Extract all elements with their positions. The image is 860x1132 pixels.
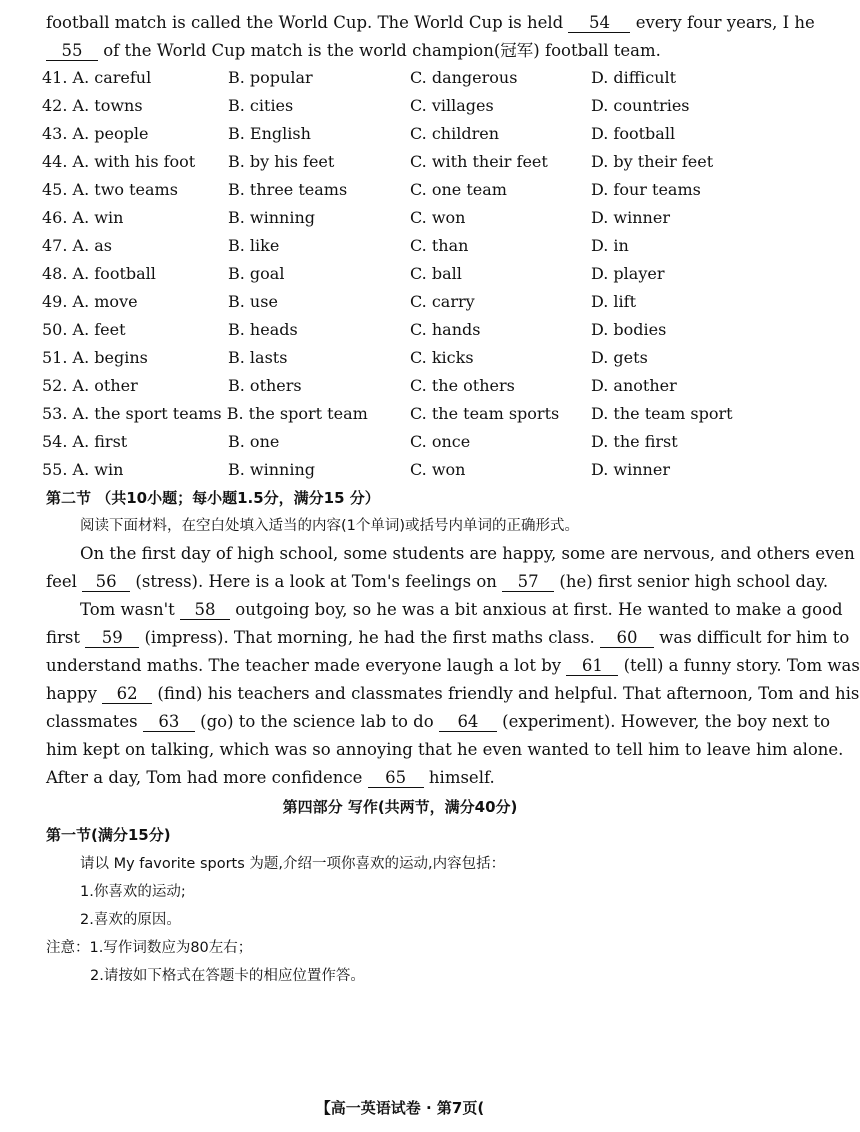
option-b: B. one: [228, 432, 280, 451]
cloze-line: [46, 767, 495, 789]
option-d: D. four teams: [591, 180, 701, 199]
option-a: 46. A. win: [42, 208, 124, 227]
option-b: B. goal: [228, 264, 285, 283]
option-b: B. winning: [228, 460, 316, 479]
writing-note-1: 注意：1.写作词数应为80左右；: [46, 940, 253, 956]
cloze-text: (tell) a funny story. Tom was: [618, 656, 860, 675]
cloze-text: (he) first senior high school day.: [554, 572, 829, 591]
option-a: 42. A. towns: [42, 96, 143, 115]
blank-61: 61: [566, 657, 618, 676]
option-a: 44. A. with his foot: [42, 152, 196, 171]
option-a: 49. A. move: [42, 292, 138, 311]
option-c: C. the others: [410, 376, 515, 395]
option-d: D. bodies: [591, 320, 667, 339]
option-d: D. by their feet: [591, 152, 714, 171]
option-d: D. countries: [591, 96, 690, 115]
passage-text: every four years, I he: [630, 13, 815, 32]
blank-58: 58: [180, 601, 230, 620]
option-c: C. carry: [410, 292, 475, 311]
option-a: 53. A. the sport teams B. the sport team: [42, 404, 368, 423]
option-c: C. kicks: [410, 348, 474, 367]
cloze-text: After a day, Tom had more confidence: [46, 768, 368, 787]
blank-60: 60: [600, 629, 654, 648]
blank-55: 55: [46, 42, 98, 61]
cloze-text: feel: [46, 572, 83, 591]
section-2-instruction: 阅读下面材料，在空白处填入适当的内容(1个单词)或括号内单词的正确形式。: [80, 518, 580, 534]
cloze-line: [80, 599, 843, 621]
passage-line-1: [46, 12, 815, 34]
option-b: B. like: [228, 236, 280, 255]
blank-56: 56: [82, 573, 130, 592]
option-a: 45. A. two teams: [42, 180, 178, 199]
cloze-line: him kept on talking, which was so annoying that he even wanted to tell him to leave him alone.: [46, 740, 844, 759]
writing-item-1: 1.你喜欢的运动;: [80, 884, 186, 900]
blank-57: 57: [502, 573, 554, 592]
option-d: D. gets: [591, 348, 648, 367]
blank-63: 63: [143, 713, 195, 732]
option-b: B. lasts: [228, 348, 288, 367]
option-c: C. the team sports: [410, 404, 560, 423]
passage-line-2: [46, 40, 661, 62]
cloze-text: (go) to the science lab to do: [194, 712, 439, 731]
cloze-text: Tom wasn't: [80, 600, 181, 619]
option-c: C. ball: [410, 264, 462, 283]
option-b: B. popular: [228, 68, 313, 87]
option-a: 55. A. win: [42, 460, 124, 479]
option-d: D. player: [591, 264, 665, 283]
option-c: C. won: [410, 460, 466, 479]
option-a: 52. A. other: [42, 376, 138, 395]
option-d: D. winner: [591, 460, 670, 479]
option-d: D. the team sport: [591, 404, 733, 423]
option-d: D. another: [591, 376, 677, 395]
option-b: B. English: [228, 124, 311, 143]
cloze-text: outgoing boy, so he was a bit anxious at first. He wanted to make a good: [230, 600, 843, 619]
option-a: 48. A. football: [42, 264, 156, 283]
part-4-section-1-heading: 第一节(满分15分): [46, 826, 171, 844]
cloze-text: (find) his teachers and classmates friendly and helpful. That afternoon, Tom and his: [152, 684, 860, 703]
option-c: C. dangerous: [410, 68, 518, 87]
blank-64: 64: [439, 713, 497, 732]
option-d: D. winner: [591, 208, 670, 227]
option-b: B. three teams: [228, 180, 348, 199]
page-footer: 【高一英语试卷 · 第7页(: [315, 1099, 485, 1117]
cloze-line: [46, 627, 849, 649]
option-a: 47. A. as: [42, 236, 113, 255]
option-d: D. football: [591, 124, 676, 143]
option-d: D. the first: [591, 432, 678, 451]
cloze-text: himself.: [423, 768, 495, 787]
option-b: B. by his feet: [228, 152, 335, 171]
option-a: 50. A. feet: [42, 320, 126, 339]
option-b: B. cities: [228, 96, 294, 115]
cloze-text: was difficult for him to: [653, 628, 850, 647]
cloze-line: [46, 655, 860, 677]
cloze-text: first: [46, 628, 86, 647]
option-c: C. one team: [410, 180, 507, 199]
writing-prompt: 请以 My favorite sports 为题,介绍一项你喜欢的运动,内容包括：: [80, 856, 506, 872]
blank-65: 65: [368, 769, 424, 788]
cloze-line: [46, 711, 830, 733]
option-a: 54. A. first: [42, 432, 128, 451]
option-b: B. heads: [228, 320, 298, 339]
part-4-heading: 第四部分 写作(共两节，满分40分): [282, 798, 518, 816]
section-2-heading: 第二节 （共10小题；每小题1.5分，满分15 分）: [46, 489, 380, 507]
passage-text: of the World Cup match is the world champion(冠军) football team.: [98, 41, 661, 60]
option-c: C. won: [410, 208, 466, 227]
option-d: D. in: [591, 236, 629, 255]
cloze-line: [46, 571, 828, 593]
option-a: 41. A. careful: [42, 68, 152, 87]
option-b: B. winning: [228, 208, 316, 227]
option-c: C. hands: [410, 320, 481, 339]
blank-62: 62: [102, 685, 152, 704]
option-d: D. lift: [591, 292, 637, 311]
option-c: C. with their feet: [410, 152, 548, 171]
option-c: C. children: [410, 124, 500, 143]
writing-note-2: 2.请按如下格式在答题卡的相应位置作答。: [90, 968, 365, 984]
cloze-text: classmates: [46, 712, 143, 731]
blank-59: 59: [85, 629, 139, 648]
option-a: 43. A. people: [42, 124, 149, 143]
cloze-line: [46, 683, 859, 705]
option-b: B. use: [228, 292, 278, 311]
passage-text: football match is called the World Cup. The World Cup is held: [46, 13, 569, 32]
cloze-text: (impress). That morning, he had the first maths class.: [139, 628, 600, 647]
option-c: C. once: [410, 432, 471, 451]
blank-54: 54: [568, 14, 630, 33]
option-c: C. villages: [410, 96, 494, 115]
option-c: C. than: [410, 236, 469, 255]
option-a: 51. A. begins: [42, 348, 148, 367]
cloze-line: On the first day of high school, some students are happy, some are nervous, and others even: [80, 544, 855, 563]
option-d: D. difficult: [591, 68, 677, 87]
cloze-text: understand maths. The teacher made everyone laugh a lot by: [46, 656, 567, 675]
cloze-text: (stress). Here is a look at Tom's feelings on: [130, 572, 503, 591]
option-b: B. others: [228, 376, 302, 395]
cloze-text: happy: [46, 684, 103, 703]
writing-item-2: 2.喜欢的原因。: [80, 912, 181, 928]
cloze-text: (experiment). However, the boy next to: [496, 712, 831, 731]
